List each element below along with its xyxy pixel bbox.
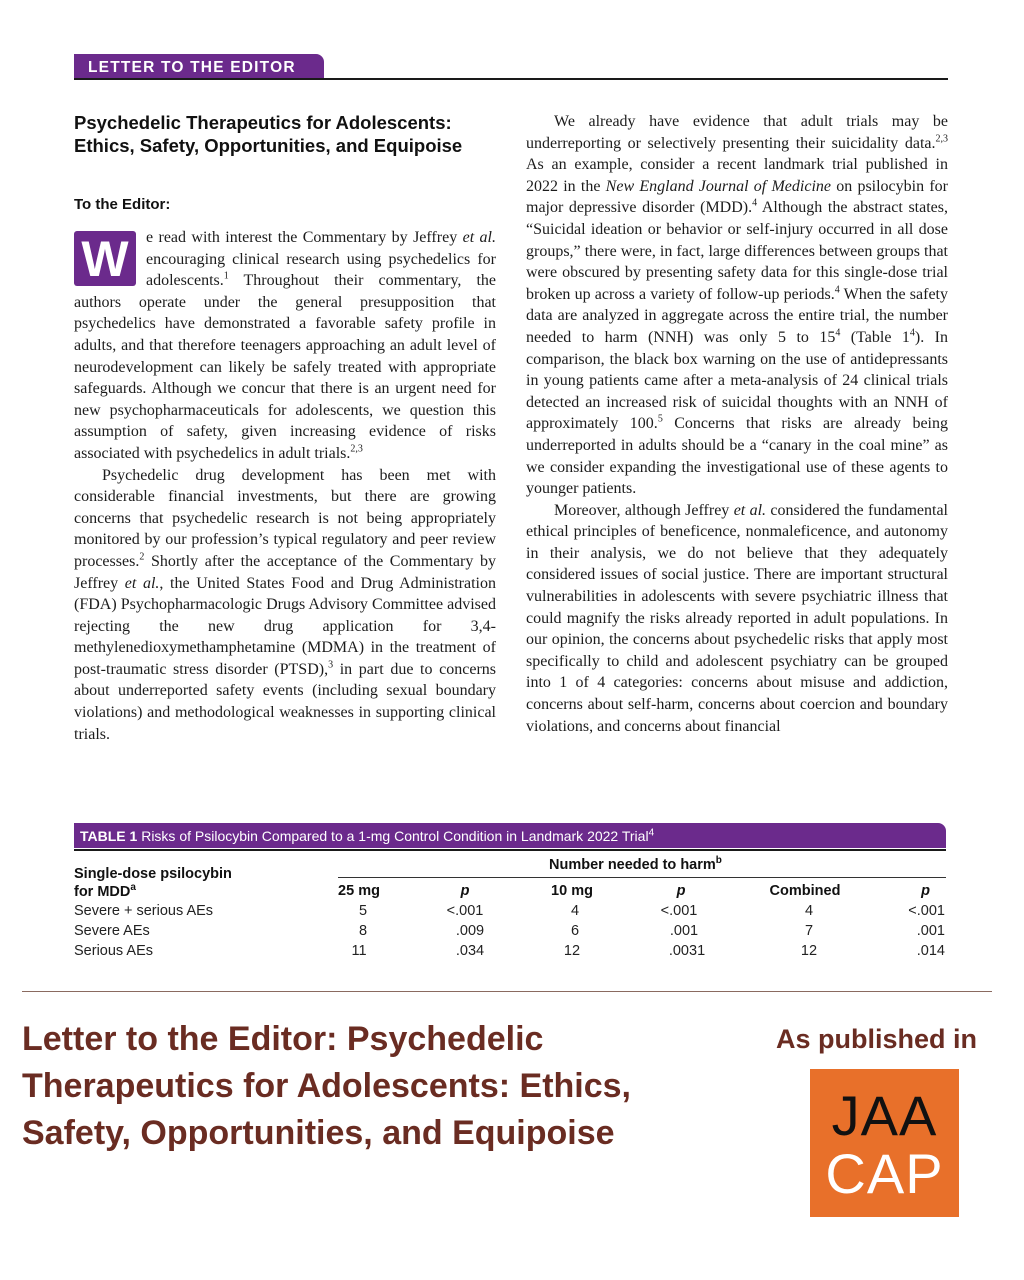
p3-ref3: 4 — [834, 284, 840, 296]
table-cell: 4 — [804, 903, 814, 919]
p2-text-c: , the United States Food and Drug Administration (FDA) Psychopharmacologic Drugs Advisory Committee advised rejecting the new drug application for 3,4-methylenedioxymethamphetamine (MDMA) in the treatment of post-traumatic stress disorder (PTSD), — [74, 574, 496, 678]
table-cell: <.001 — [446, 903, 484, 919]
table-row-label: Severe + serious AEs — [74, 903, 214, 919]
col-header-p2: p — [676, 883, 686, 899]
p2-ref1: 2 — [139, 551, 145, 563]
table-cell: .014 — [916, 943, 945, 959]
table-top-rule — [74, 849, 946, 851]
p2-text-b: Shortly after the acceptance of the Commentary by Jeffrey — [74, 552, 496, 592]
salutation: To the Editor: — [74, 196, 171, 213]
logo-text-top: JAA — [831, 1084, 938, 1147]
table-cell: 12 — [563, 943, 581, 959]
p4-etal: et al. — [733, 501, 767, 519]
table-cell: .0031 — [668, 943, 706, 959]
p3-text-a: We already have evidence that adult trials may be underreporting or selectively presenting their suicidality data. — [526, 113, 948, 152]
table-cell: 11 — [351, 943, 367, 959]
article-title-line2: Ethics, Safety, Opportunities, and Equipoise — [74, 135, 463, 156]
p2-etal: et al. — [124, 574, 160, 592]
table-row-label: Severe AEs — [74, 923, 150, 939]
p1-etal: et al. — [462, 229, 496, 246]
row-header-line2: for MDD$^a$ — [74, 882, 136, 900]
logo-text-bottom: CAP — [825, 1142, 944, 1205]
table-row-label: Serious AEs — [74, 943, 153, 959]
p4-text-a: Moreover, although Jeffrey — [554, 501, 734, 519]
article-title — [74, 111, 514, 157]
p2-text-a: Psychedelic drug development has been met with considerable financial investments, but there are growing concerns that psychedelic research is not being appropriately monitored by our profession’s typical regulatory and peer review processes. — [74, 466, 496, 570]
table-cell: .034 — [455, 943, 485, 959]
table-group-header: Number needed to harm$^b$ — [549, 855, 722, 873]
col-header-10mg: 10 mg — [551, 883, 593, 899]
footer-title-line1: Letter to the Editor: Psychedelic — [22, 1020, 544, 1058]
col-header-combined: Combined — [769, 883, 841, 899]
p3-text-d: Although the abstract states, “Suicidal ideation or behavior or self-injury occurred in all dose groups,” there were, in fact, large differences between groups that were obscured by presenting safety data for this single-dose trial broken up across a variety of follow-up periods. — [526, 199, 948, 303]
p1-text-a: e read with interest the Commentary by Jeffrey — [146, 229, 463, 246]
p3-journal: New England Journal of Medicine — [605, 177, 831, 195]
paragraph-3 — [526, 111, 948, 500]
table-cell: <.001 — [908, 903, 945, 919]
table-cell: .009 — [455, 923, 485, 939]
p4-text-b: considered the fundamental ethical principles of beneficence, nonmaleficence, and autonomy in their analysis, we do not believe that they adequately considered issues of social justice. There are important structural vulnerabilities in adolescents with severe psychiatric illness that could magnify the risks already reported in adult populations. In our opinion, the concerns about psychedelic risks that apply most specifically to child and adolescent psychiatry can be grouped into 1 of 4 categories: concerns about misuse and addiction, concerns about self-harm, concerns about coercion and boundary violations, and concerns about financial — [526, 501, 949, 735]
p3-text-b: As an example, consider a recent landmark trial published in 2022 in the — [526, 156, 948, 195]
published-in-label: As published in — [776, 1024, 978, 1054]
p3-text-f: (Table 1 — [840, 328, 910, 346]
p1-text-b: encouraging clinical research using psychedelics for adolescents. — [146, 250, 496, 290]
left-column — [74, 227, 496, 745]
paragraph-2 — [74, 465, 496, 746]
table-cell: 4 — [570, 903, 580, 919]
table-cell: 6 — [570, 923, 580, 939]
p3-ref6: 5 — [657, 413, 663, 425]
table-cell: <.001 — [660, 903, 698, 919]
footer-title-line3: Safety, Opportunities, and Equipoise — [22, 1114, 615, 1152]
dropcap-letter: W — [74, 231, 136, 286]
table-label: TABLE 1 — [80, 828, 138, 844]
p3-text-e: When the safety data are analyzed in aggregate across the entire trial, the number needed to harm (NNH) was only 5 to 15 — [526, 285, 949, 346]
header-rule — [74, 78, 948, 80]
group-header-rule — [338, 877, 946, 878]
p3-ref1: 2,3 — [935, 133, 948, 145]
p3-ref2: 4 — [752, 198, 758, 210]
col-header-25mg: 25 mg — [338, 883, 380, 899]
section-label: LETTER TO THE EDITOR — [74, 54, 324, 80]
table-caption-band — [74, 823, 946, 848]
table-row-header — [74, 865, 232, 901]
table-cell: 5 — [358, 903, 368, 919]
p3-text-h: Concerns that risks are already being underreported in adults should be a “canary in the coal mine” as we consider expanding the investigational use of these agents to younger patients. — [526, 415, 948, 498]
footer-separator — [22, 991, 992, 992]
paragraph-1 — [74, 227, 496, 465]
right-column — [526, 111, 948, 737]
p3-ref4: 4 — [835, 327, 841, 339]
p2-ref2: 3 — [328, 659, 334, 671]
table-cell: 8 — [358, 923, 368, 939]
p1-ref1: 1 — [223, 270, 229, 282]
col-header-p3: p — [921, 883, 930, 899]
p1-ref2: 2,3 — [350, 443, 363, 455]
footer-title-line2: Therapeutics for Adolescents: Ethics, — [22, 1067, 631, 1105]
p3-text-g: ). In comparison, the black box warning on the use of antidepressants in young patients came after a meta-analysis of 24 clinical trials detected an increased risk of suicidal thoughts with an NNH of approximately 100. — [526, 328, 948, 433]
table-cell: .001 — [916, 923, 945, 939]
article-title-line1: Psychedelic Therapeutics for Adolescents: — [74, 112, 452, 133]
p2-text-d: in part due to concerns about underreported safety events (including sexual boundary violations) and methodological weaknesses in supporting clinical trials. — [74, 660, 496, 743]
p3-text-c: on psilocybin for major depressive disorder (MDD). — [526, 177, 948, 217]
table-caption-ref: 4 — [648, 827, 655, 839]
footer-title — [22, 1016, 702, 1157]
table-cell: 12 — [800, 943, 818, 959]
p3-ref5: 4 — [909, 327, 915, 339]
p1-text-c: Throughout their commentary, the authors operate under the general presupposition that psychedelics have demonstrated a favorable safety profile in adults, and that therefore teenagers approaching an adult level of neurodevelopment can likely be safely treated with appropriate safeguards. Although we concur that there is an urgent need for new psychopharmaceuticals for adolescents, we question this assumption of safety, given increasing evidence of risks associated with psychedelics in adult trials. — [74, 272, 496, 462]
col-header-p1: p — [460, 883, 470, 899]
table-cell: .001 — [669, 923, 699, 939]
table-caption: Risks of Psilocybin Compared to a 1-mg Control Condition in Landmark 2022 Trial — [141, 828, 649, 844]
row-header-line1: Single-dose psilocybin — [74, 866, 232, 882]
table-cell: 7 — [804, 923, 814, 939]
jaacap-logo — [810, 1069, 959, 1217]
paragraph-4 — [526, 500, 948, 738]
